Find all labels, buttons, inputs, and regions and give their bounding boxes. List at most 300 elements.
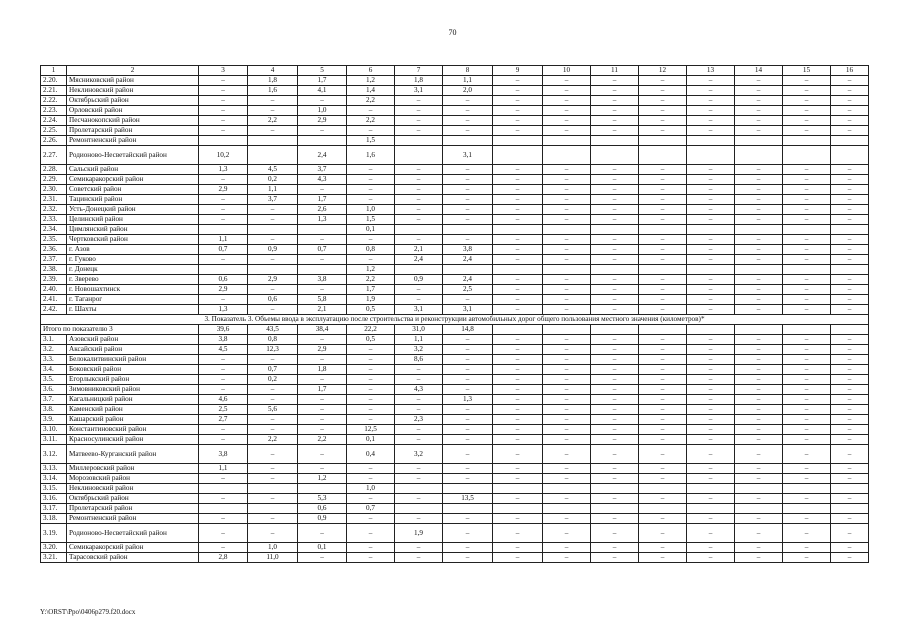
table-cell: – — [591, 255, 639, 265]
table-cell: – — [298, 96, 347, 106]
table-cell: – — [831, 345, 869, 355]
table-cell: – — [591, 96, 639, 106]
table-cell: – — [591, 295, 639, 305]
table-cell: – — [783, 235, 831, 245]
column-number-cell: 3 — [199, 66, 248, 76]
table-cell: – — [687, 255, 735, 265]
table-cell: – — [687, 514, 735, 524]
table-cell: – — [443, 215, 493, 225]
table-cell: 2,4 — [298, 146, 347, 165]
table-cell: 3,8 — [199, 445, 248, 464]
table-cell: 4,3 — [298, 175, 347, 185]
table-cell — [248, 225, 298, 235]
table-cell: 13,5 — [443, 494, 493, 504]
total-row — [41, 325, 869, 335]
table-cell: – — [687, 543, 735, 553]
table-cell: – — [831, 435, 869, 445]
table-cell: – — [831, 464, 869, 474]
territory-name-cell: Октябрьский район — [67, 494, 199, 504]
territory-name-cell: Усть-Донецкий район — [67, 205, 199, 215]
table-cell: – — [783, 445, 831, 464]
row-number-cell: 2.21. — [41, 86, 67, 96]
table-cell: – — [493, 76, 543, 86]
table-cell: 0,2 — [248, 375, 298, 385]
table-cell: – — [639, 96, 687, 106]
table-cell: – — [543, 474, 591, 484]
table-cell: – — [831, 205, 869, 215]
table-cell: – — [831, 96, 869, 106]
table-cell: – — [735, 405, 783, 415]
territory-name-cell: Боковский район — [67, 365, 199, 375]
table-cell: – — [493, 106, 543, 116]
table-cell: – — [831, 76, 869, 86]
table-cell: – — [639, 126, 687, 136]
table-row — [41, 275, 869, 285]
table-row — [41, 355, 869, 365]
table-cell: 0,7 — [347, 504, 395, 514]
table-cell: – — [248, 524, 298, 543]
table-row — [41, 445, 869, 464]
table-row — [41, 415, 869, 425]
table-cell: – — [735, 215, 783, 225]
table-cell: – — [831, 86, 869, 96]
row-number-cell: 3.1. — [41, 335, 67, 345]
table-cell: – — [493, 514, 543, 524]
table-row — [41, 365, 869, 375]
table-cell: – — [735, 355, 783, 365]
table-cell — [443, 484, 493, 494]
table-cell: – — [543, 385, 591, 395]
table-cell: – — [783, 295, 831, 305]
table-cell: – — [395, 126, 443, 136]
table-cell — [831, 225, 869, 235]
table-cell: – — [543, 305, 591, 315]
table-cell: – — [493, 405, 543, 415]
table-cell: – — [687, 96, 735, 106]
row-number-cell: 3.13. — [41, 464, 67, 474]
table-cell — [248, 265, 298, 275]
table-cell: – — [831, 116, 869, 126]
table-cell: – — [831, 355, 869, 365]
table-cell: – — [783, 116, 831, 126]
table-cell — [591, 504, 639, 514]
row-number-cell: 3.5. — [41, 375, 67, 385]
table-cell: – — [735, 345, 783, 355]
table-cell: – — [199, 543, 248, 553]
table-cell — [248, 136, 298, 146]
table-cell: – — [347, 355, 395, 365]
table-row — [41, 295, 869, 305]
table-row — [41, 215, 869, 225]
table-row — [41, 285, 869, 295]
column-number-cell: 16 — [831, 66, 869, 76]
table-cell — [687, 265, 735, 275]
table-cell: – — [493, 445, 543, 464]
table-cell: – — [395, 435, 443, 445]
row-number-cell: 2.41. — [41, 295, 67, 305]
table-row — [41, 116, 869, 126]
table-cell: 3,7 — [248, 195, 298, 205]
table-cell: – — [543, 345, 591, 355]
table-cell: – — [591, 385, 639, 395]
table-cell: – — [783, 215, 831, 225]
table-row — [41, 76, 869, 86]
table-cell: – — [591, 126, 639, 136]
row-number-cell: 3.16. — [41, 494, 67, 504]
table-cell: 1,7 — [298, 385, 347, 395]
table-cell: 0,7 — [248, 365, 298, 375]
table-cell: – — [591, 116, 639, 126]
column-number-cell: 5 — [298, 66, 347, 76]
table-cell — [443, 265, 493, 275]
table-cell: – — [687, 116, 735, 126]
table-cell: 2,9 — [199, 185, 248, 195]
table-cell: – — [347, 345, 395, 355]
row-number-cell: 3.2. — [41, 345, 67, 355]
table-cell — [735, 225, 783, 235]
table-cell — [248, 504, 298, 514]
table-cell: – — [298, 255, 347, 265]
territory-name-cell: Цимлянский район — [67, 225, 199, 235]
table-cell: – — [199, 116, 248, 126]
table-cell — [543, 504, 591, 514]
table-cell: – — [639, 435, 687, 445]
table-cell: 3,2 — [395, 445, 443, 464]
table-cell: – — [543, 86, 591, 96]
table-cell: – — [735, 464, 783, 474]
table-cell: – — [831, 335, 869, 345]
column-number-cell: 9 — [493, 66, 543, 76]
table-cell: 2,7 — [199, 415, 248, 425]
territory-name-cell: Родионово-Несветайский район — [67, 146, 199, 165]
table-cell — [199, 136, 248, 146]
table-cell: 1,2 — [347, 265, 395, 275]
table-cell: 1,8 — [298, 365, 347, 375]
table-cell: 1,7 — [347, 285, 395, 295]
table-cell: – — [687, 365, 735, 375]
table-cell: 4,5 — [199, 345, 248, 355]
table-cell: – — [639, 355, 687, 365]
table-cell: – — [687, 464, 735, 474]
table-cell: – — [687, 205, 735, 215]
table-cell: – — [735, 395, 783, 405]
table-cell: – — [493, 185, 543, 195]
table-cell: – — [783, 255, 831, 265]
territory-name-cell: Тацинский район — [67, 195, 199, 205]
table-cell: – — [831, 375, 869, 385]
row-number-cell: 3.18. — [41, 514, 67, 524]
table-cell: 0,8 — [347, 245, 395, 255]
table-cell: – — [783, 395, 831, 405]
table-cell — [735, 136, 783, 146]
table-row — [41, 175, 869, 185]
table-cell: – — [639, 445, 687, 464]
table-cell — [591, 265, 639, 275]
table-cell: – — [395, 464, 443, 474]
table-cell: – — [395, 195, 443, 205]
table-cell — [543, 265, 591, 275]
table-cell: – — [493, 255, 543, 265]
table-cell: – — [783, 514, 831, 524]
table-cell: – — [639, 106, 687, 116]
row-number-cell: 3.11. — [41, 435, 67, 445]
row-number-cell: 3.21. — [41, 553, 67, 563]
table-cell: – — [783, 474, 831, 484]
table-cell: 2,5 — [443, 285, 493, 295]
territory-name-cell: Азовский район — [67, 335, 199, 345]
table-cell: – — [735, 96, 783, 106]
row-number-cell: 2.23. — [41, 106, 67, 116]
territory-name-cell: Ремонтненский район — [67, 514, 199, 524]
table-cell: 1,1 — [199, 464, 248, 474]
table-cell — [639, 265, 687, 275]
table-row — [41, 195, 869, 205]
table-cell: 0,7 — [298, 245, 347, 255]
table-cell: – — [591, 524, 639, 543]
table-cell: – — [639, 514, 687, 524]
table-cell — [493, 265, 543, 275]
table-cell: – — [395, 175, 443, 185]
table-row — [41, 494, 869, 504]
table-cell: – — [735, 553, 783, 563]
table-cell: – — [395, 514, 443, 524]
column-number-cell: 10 — [543, 66, 591, 76]
row-number-cell: 3.17. — [41, 504, 67, 514]
total-label: Итого по показателю 3 — [41, 325, 199, 335]
table-cell: – — [443, 205, 493, 215]
table-cell: – — [347, 185, 395, 195]
table-cell: – — [443, 126, 493, 136]
table-cell: – — [248, 425, 298, 435]
table-cell: – — [298, 235, 347, 245]
table-cell: – — [783, 425, 831, 435]
table-cell: – — [591, 355, 639, 365]
table-cell: – — [831, 425, 869, 435]
table-cell: 1,8 — [248, 76, 298, 86]
table-cell: 3,1 — [395, 305, 443, 315]
table-cell: 0,1 — [347, 225, 395, 235]
column-number-cell: 15 — [783, 66, 831, 76]
table-cell: 1,1 — [395, 335, 443, 345]
table-cell: 1,2 — [298, 474, 347, 484]
table-row — [41, 345, 869, 355]
table-row — [41, 205, 869, 215]
table-cell — [395, 225, 443, 235]
table-cell: – — [639, 375, 687, 385]
table-cell: – — [543, 245, 591, 255]
table-cell: – — [443, 175, 493, 185]
row-number-cell: 3.9. — [41, 415, 67, 425]
table-cell: – — [543, 185, 591, 195]
table-cell: – — [591, 185, 639, 195]
row-number-cell: 3.20. — [41, 543, 67, 553]
table-cell: – — [493, 86, 543, 96]
table-cell: – — [395, 474, 443, 484]
table-cell: – — [395, 425, 443, 435]
table-cell: – — [543, 96, 591, 106]
table-cell: – — [639, 543, 687, 553]
table-cell: – — [248, 464, 298, 474]
row-number-cell: 2.38. — [41, 265, 67, 275]
table-cell: 43,5 — [248, 325, 298, 335]
table-cell: – — [735, 285, 783, 295]
row-number-cell: 3.7. — [41, 395, 67, 405]
table-cell: 14,8 — [443, 325, 493, 335]
table-cell — [395, 484, 443, 494]
table-cell: – — [735, 445, 783, 464]
table-row — [41, 255, 869, 265]
table-cell: – — [493, 165, 543, 175]
table-cell: – — [591, 464, 639, 474]
table-cell: – — [735, 514, 783, 524]
table-cell: 2,1 — [395, 245, 443, 255]
table-cell: – — [735, 524, 783, 543]
table-cell — [543, 146, 591, 165]
table-cell: – — [395, 185, 443, 195]
table-row — [41, 96, 869, 106]
table-cell — [493, 136, 543, 146]
table-cell: – — [639, 116, 687, 126]
table-cell: 2,9 — [248, 275, 298, 285]
table-cell: – — [443, 96, 493, 106]
table-cell: 0,4 — [347, 445, 395, 464]
table-cell: – — [831, 405, 869, 415]
table-cell: – — [831, 126, 869, 136]
column-number-cell: 12 — [639, 66, 687, 76]
table-cell: 0,5 — [347, 335, 395, 345]
row-number-cell: 3.14. — [41, 474, 67, 484]
table-cell: – — [347, 165, 395, 175]
table-cell: – — [543, 175, 591, 185]
table-cell: 2,6 — [298, 205, 347, 215]
table-cell — [639, 325, 687, 335]
table-cell: – — [735, 365, 783, 375]
table-cell: – — [591, 494, 639, 504]
table-cell: – — [783, 285, 831, 295]
table-cell — [687, 325, 735, 335]
table-cell: – — [443, 295, 493, 305]
table-cell: – — [783, 106, 831, 116]
table-cell — [687, 504, 735, 514]
table-cell: – — [735, 116, 783, 126]
table-cell: – — [639, 235, 687, 245]
column-number-cell: 4 — [248, 66, 298, 76]
table-cell: – — [298, 524, 347, 543]
table-cell: 2,9 — [298, 345, 347, 355]
table-cell: – — [543, 425, 591, 435]
table-cell: – — [687, 435, 735, 445]
table-cell: 1,0 — [347, 484, 395, 494]
table-cell: – — [639, 215, 687, 225]
table-cell: – — [493, 494, 543, 504]
table-cell: – — [199, 494, 248, 504]
territory-name-cell: Егорлыкский район — [67, 375, 199, 385]
table-cell: 0,1 — [347, 435, 395, 445]
table-cell: – — [347, 375, 395, 385]
table-cell: – — [639, 494, 687, 504]
territory-name-cell: Семикаракорский район — [67, 543, 199, 553]
table-cell: 0,5 — [347, 305, 395, 315]
table-cell: – — [347, 385, 395, 395]
table-cell: – — [443, 235, 493, 245]
table-cell: – — [783, 365, 831, 375]
table-row — [41, 395, 869, 405]
table-cell: – — [248, 415, 298, 425]
table-cell: – — [639, 474, 687, 484]
table-cell: – — [248, 255, 298, 265]
table-cell: – — [443, 185, 493, 195]
table-cell: – — [639, 415, 687, 425]
table-cell: 39,6 — [199, 325, 248, 335]
table-cell — [591, 484, 639, 494]
table-cell: – — [687, 275, 735, 285]
table-cell: – — [443, 195, 493, 205]
table-cell: – — [591, 215, 639, 225]
table-cell — [395, 136, 443, 146]
table-cell: – — [591, 365, 639, 375]
table-cell: – — [248, 445, 298, 464]
table-row — [41, 106, 869, 116]
table-cell: – — [248, 126, 298, 136]
territory-name-cell: г. Таганрог — [67, 295, 199, 305]
table-cell: – — [543, 195, 591, 205]
table-cell: – — [248, 514, 298, 524]
table-cell: – — [783, 355, 831, 365]
table-cell: – — [493, 195, 543, 205]
table-cell: – — [735, 474, 783, 484]
table-cell: – — [543, 553, 591, 563]
table-cell — [831, 504, 869, 514]
table-cell: – — [493, 235, 543, 245]
table-cell: – — [543, 205, 591, 215]
table-row — [41, 245, 869, 255]
table-cell: 38,4 — [298, 325, 347, 335]
table-cell: 0,9 — [248, 245, 298, 255]
table-cell: – — [395, 116, 443, 126]
table-cell: – — [591, 205, 639, 215]
territory-name-cell: Октябрьский район — [67, 96, 199, 106]
table-cell: – — [735, 295, 783, 305]
table-cell: – — [543, 445, 591, 464]
territory-name-cell: Кагальницкий район — [67, 395, 199, 405]
table-cell: – — [248, 355, 298, 365]
table-cell: – — [395, 205, 443, 215]
table-cell — [687, 484, 735, 494]
table-cell: – — [831, 275, 869, 285]
territory-name-cell: Тарасовский район — [67, 553, 199, 563]
table-cell: – — [639, 275, 687, 285]
territory-name-cell: г. Азов — [67, 245, 199, 255]
table-cell: – — [687, 76, 735, 86]
table-cell: 3,1 — [443, 305, 493, 315]
table-cell: – — [591, 305, 639, 315]
table-cell: – — [687, 245, 735, 255]
table-cell — [543, 325, 591, 335]
table-cell: 3,7 — [298, 165, 347, 175]
table-cell: – — [687, 175, 735, 185]
table-cell: – — [639, 185, 687, 195]
table-cell — [298, 265, 347, 275]
table-cell — [443, 225, 493, 235]
table-cell: – — [639, 335, 687, 345]
table-cell — [783, 325, 831, 335]
table-cell: – — [248, 106, 298, 116]
row-number-cell: 2.40. — [41, 285, 67, 295]
table-cell: – — [783, 86, 831, 96]
table-cell: – — [735, 86, 783, 96]
table-cell: – — [443, 514, 493, 524]
table-cell: – — [248, 385, 298, 395]
